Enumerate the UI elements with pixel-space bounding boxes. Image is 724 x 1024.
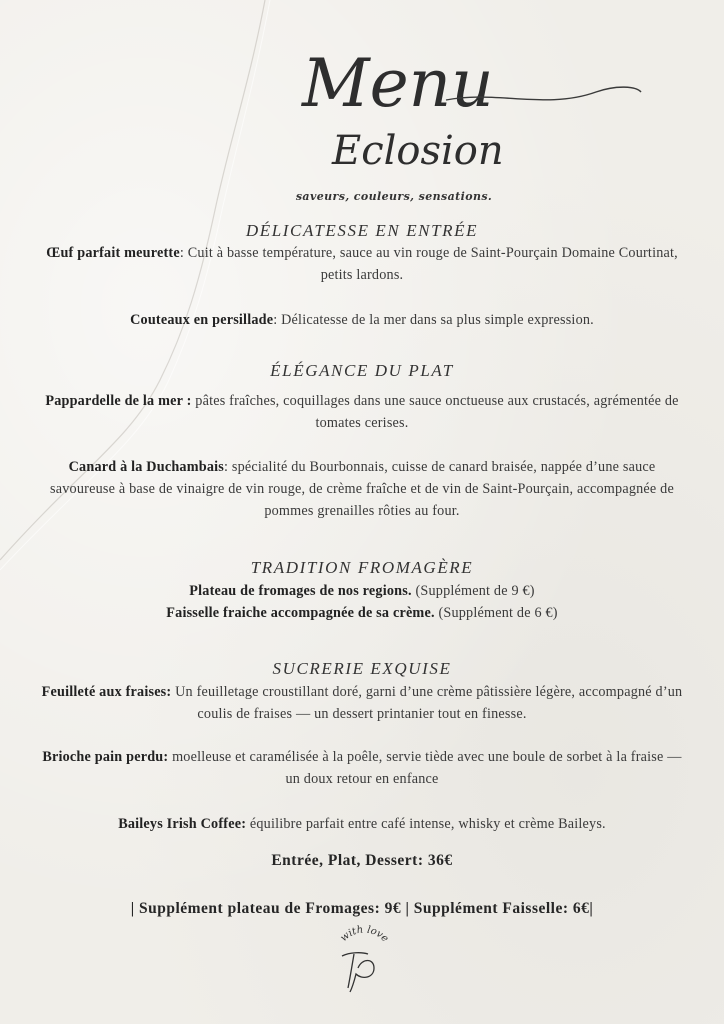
formula-price: Entrée, Plat, Dessert: 36€: [271, 852, 453, 869]
menu-item: Couteaux en persillade: Délicatesse de la mer dans sa plus simple expression.: [130, 312, 594, 328]
menu-subtitle: Eclosion: [332, 128, 504, 174]
menu-item-name: Plateau de fromages de nos regions.: [189, 583, 412, 599]
menu-item-description: (Supplément de 6 €): [438, 605, 558, 621]
menu-item-name: Pappardelle de la mer :: [45, 393, 192, 409]
section-title-dessert: SUCRERIE EXQUISE: [272, 659, 452, 678]
menu-item: [40, 602, 684, 624]
monogram-icon: [328, 924, 398, 994]
menu-item-description: Cuit à basse température, sauce au vin rouge de Saint-Pourçain Domaine Courtinat, petits lardons.: [187, 245, 678, 283]
menu-title-script: [296, 40, 646, 190]
menu-item-name: Canard à la Duchambais: [68, 459, 224, 475]
menu-item: Œuf parfait meurette: Cuit à basse température, sauce au vin rouge de Saint-Pourçain Domaine Courtinat, petits lardons.: [46, 245, 678, 283]
menu-item-description: spécialité du Bourbonnais, cuisse de canard braisée, nappée d’une sauce savoureuse à base de vinaigre de vin rouge, de crème fraîche et de vin de Saint-Pourçain, accompagnée de pommes grenailles rôties au four.: [50, 459, 674, 519]
tagline: saveurs, couleurs, sensations.: [295, 190, 493, 203]
section-title-fromage: TRADITION FROMAGÈRE: [250, 558, 474, 577]
logo-text: with love: [338, 924, 391, 945]
menu-item: [40, 813, 684, 835]
menu-item-description: Un feuilletage croustillant doré, garni d’une crème pâtissière légère, accompagné d’un coulis de fraises — un dessert printanier tout en finesse.: [175, 684, 683, 722]
menu-item-name: Faisselle fraiche accompagnée de sa crème.: [166, 605, 435, 621]
menu-title: Menu: [302, 45, 494, 122]
section-title-entree: DÉLICATESSE EN ENTRÉE: [245, 221, 479, 240]
menu-item-name: Feuilleté aux fraises:: [41, 684, 172, 700]
menu-item-name: Baileys Irish Coffee:: [118, 816, 247, 832]
menu-item-description: pâtes fraîches, coquillages dans une sauce onctueuse aux crustacés, agrémentée de tomates cerises.: [195, 393, 679, 431]
menu-item: [40, 746, 684, 790]
menu-item-name: Couteaux en persillade: [130, 312, 274, 328]
menu-item-description: Délicatesse de la mer dans sa plus simple expression.: [281, 312, 594, 328]
menu-item: [40, 580, 684, 602]
menu-item: Canard à la Duchambais: spécialité du Bourbonnais, cuisse de canard braisée, nappée d’une sauce savoureuse à base de vinaigre de vin rouge, de crème fraîche et de vin de Saint-Pourçain, accompagnée de pommes grenailles rôties au four.: [50, 459, 674, 519]
menu-item: [40, 681, 684, 725]
menu-item-description: équilibre parfait entre café intense, whisky et crème Baileys.: [249, 816, 606, 832]
menu-item-description: moelleuse et caramélisée à la poêle, servie tiède avec une boule de sorbet à la fraise — un doux retour en enfance: [172, 749, 682, 787]
supplements-price: | Supplément plateau de Fromages: 9€ | Supplément Faisselle: 6€|: [130, 900, 594, 917]
menu-item-name: Œuf parfait meurette: [46, 245, 180, 261]
menu-item-description: (Supplément de 9 €): [415, 583, 535, 599]
menu-item: [40, 390, 684, 434]
section-title-plat: ÉLÉGANCE DU PLAT: [270, 361, 454, 380]
menu-item-name: Brioche pain perdu:: [42, 749, 169, 765]
svg-text:with love: [338, 924, 390, 944]
